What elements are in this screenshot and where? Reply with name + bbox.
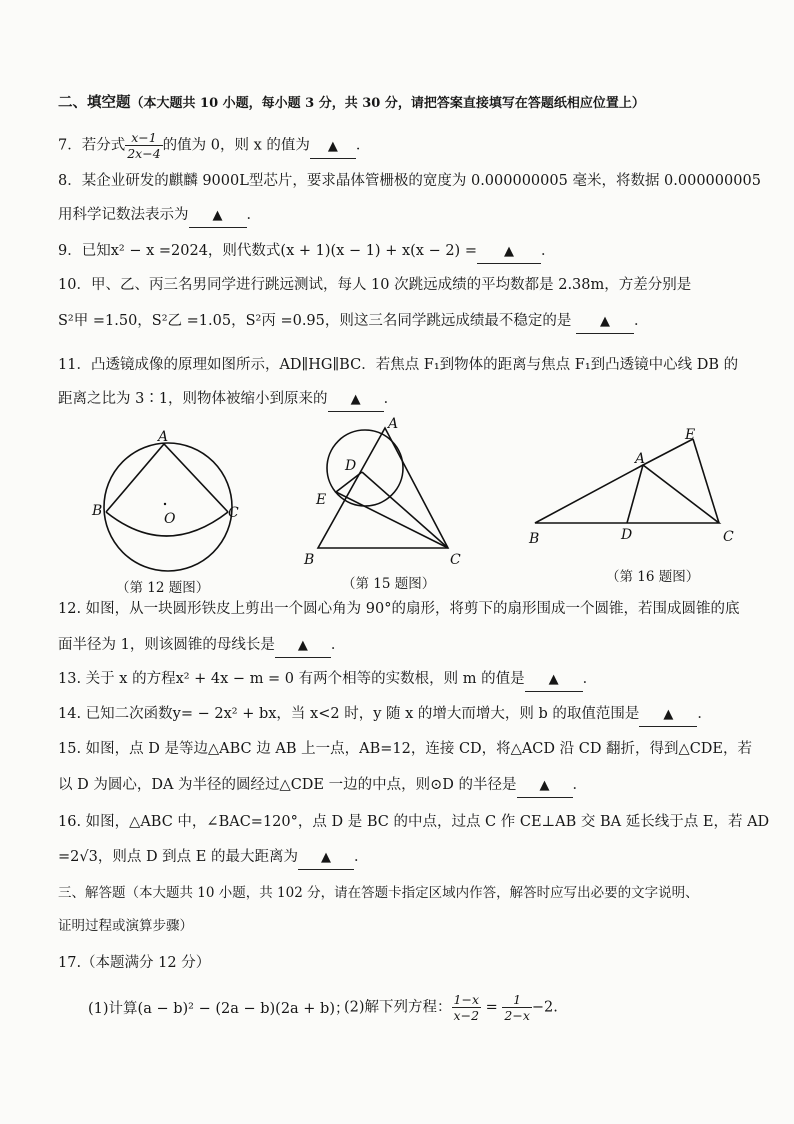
fig12-sector-sides: [106, 444, 228, 512]
question-14: 14. 已知二次函数y= − 2x² + bx，当 x<2 时，y 随 x 的增大而增大，则 b 的取值范围是 ▲ ．: [58, 703, 712, 727]
q8-line2-text: 用科学记数法表示为: [58, 207, 189, 223]
q10-variance-bing: S²丙 =0.95，: [245, 313, 340, 329]
q16-answer-blank[interactable]: [298, 846, 354, 870]
section-2-heading: [58, 92, 645, 115]
q8-answer-blank[interactable]: [189, 204, 247, 228]
fig15-label-c: C: [450, 552, 461, 568]
fig12-label-c: C: [228, 505, 239, 521]
q17-part2-pre: (2)解下列方程：: [344, 999, 452, 1016]
fig15-label-b: B: [304, 552, 315, 568]
answer-triangle-icon: ▲: [297, 638, 308, 653]
question-16-line1: 16. 如图，△ABC 中，∠BAC=120°，点 D 是 BC 的中点，过点 C 作 CE⊥AB 交 BA 延长线于点 E，若 AD: [58, 814, 770, 830]
answer-triangle-icon: ▲: [327, 138, 338, 154]
question-16-line2: =2√3，则点 D 到点 E 的最大距离为 ▲ ．: [58, 846, 369, 870]
section-2-note: （本大题共 10 小题，每小题 3 分，共 30 分，请把答案直接填写在答题纸相应位置上）: [130, 96, 645, 111]
section-3-line1: 三、解答题（本大题共 10 小题，共 102 分，请在答题卡指定区域内作答，解答时应写出必要的文字说明、: [58, 885, 699, 901]
figure-12-caption: （第 12 题图）: [116, 580, 210, 596]
question-12-line2: 面半径为 1，则该圆锥的母线长是 ▲ ．: [58, 634, 345, 658]
q15-line2-text: 以 D 为圆心，DA 为半径的圆经过△CDE 一边的中点，则⊙D 的半径是: [58, 777, 517, 793]
question-17-title: 17.（本题满分 12 分）: [58, 955, 211, 971]
q17-equals: =: [485, 999, 498, 1016]
answer-triangle-icon: ▲: [600, 314, 610, 329]
q7-denominator: 2x−4: [127, 146, 161, 161]
answer-triangle-icon: ▲: [663, 707, 674, 722]
q13-answer-blank[interactable]: [525, 668, 583, 692]
q17-lhs-denominator: x−2: [453, 1008, 480, 1023]
question-9: 9．已知x² − x =2024，则代数式(x + 1)(x − 1) + x(x − 2) = ▲ ．: [58, 240, 555, 264]
fig16-label-c: C: [723, 529, 734, 545]
fig16-label-b: B: [529, 531, 540, 547]
question-8-line2: 用科学记数法表示为 ▲ ．: [58, 204, 261, 228]
fig15-label-e: E: [316, 492, 327, 508]
figure-16: [525, 425, 745, 554]
question-10-line1: 10．甲、乙、丙三名男同学进行跳远测试，每人 10 次跳远成绩的平均数都是 2.38m，方差分别是: [58, 277, 692, 293]
figure-12: [86, 425, 256, 579]
answer-triangle-icon: ▲: [539, 778, 550, 793]
q12-answer-blank[interactable]: [275, 634, 331, 658]
q16-line2-text: =2√3，则点 D 到点 E 的最大距离为: [58, 849, 298, 865]
figure-15: [300, 412, 480, 576]
question-13: 13. 关于 x 的方程x² + 4x − m = 0 有两个相等的实数根，则 m 的值是 ▲ ．: [58, 668, 597, 692]
question-8-line1: 8．某企业研发的麒麟 9000L型芯片，要求晶体管栅极的宽度为 0.000000005 毫米，将数据 0.000000005: [58, 173, 761, 189]
section-2-title: 二、填空题: [58, 94, 131, 111]
fig16-segment-ad: [627, 465, 643, 523]
fig12-label-b: B: [92, 503, 103, 519]
question-15-line1: 15. 如图，点 D 是等边△ABC 边 AB 上一点，AB=12，连接 CD，将△ACD 沿 CD 翻折，得到△CDE，若: [58, 741, 753, 757]
answer-triangle-icon: ▲: [212, 208, 223, 223]
figure-15-caption: （第 15 题图）: [342, 576, 436, 592]
q9-text: 9．已知x² − x =2024，则代数式(x + 1)(x − 1) + x(x − 2) =: [58, 243, 477, 259]
answer-triangle-icon: ▲: [548, 672, 559, 687]
q11-answer-blank[interactable]: [328, 388, 384, 412]
q17-rhs-fraction: [502, 992, 531, 1023]
section-3-line2: 证明过程或演算步骤）: [58, 918, 193, 934]
fig16-label-d: D: [621, 527, 633, 543]
q17-lhs-numerator: 1−x: [453, 992, 480, 1007]
answer-triangle-icon: ▲: [350, 392, 361, 407]
q10-variance-yi: S²乙 =1.05，: [151, 313, 246, 329]
q9-answer-blank[interactable]: [477, 240, 541, 264]
q7-fraction: [125, 130, 162, 161]
answer-triangle-icon: ▲: [321, 850, 331, 865]
fig16-label-a: A: [635, 451, 646, 467]
q7-post: 的值为 0，则 x 的值为: [162, 137, 310, 154]
fig12-center-dot: [164, 503, 166, 505]
figure-16-caption: （第 16 题图）: [606, 569, 700, 585]
q14-text: 14. 已知二次函数y= − 2x² + bx，当 x<2 时，y 随 x 的增大而增大，则 b 的取值范围是: [58, 706, 640, 722]
fig16-label-e: E: [685, 427, 696, 443]
q10-answer-blank[interactable]: [576, 310, 634, 334]
q7-pre: 7．若分式: [58, 137, 126, 154]
q17-lhs-fraction: [452, 992, 481, 1023]
answer-triangle-icon: ▲: [503, 244, 514, 259]
fig15-label-d: D: [345, 458, 357, 474]
question-17-part2: [344, 992, 558, 1023]
question-7: 7．若分式 $\frac{x-1}{2x-4}$ 的值为 0，则 x 的值为 ▲ ．: [58, 130, 371, 161]
q7-answer-blank[interactable]: [310, 135, 356, 159]
fig15-segment-cd: [362, 472, 448, 548]
question-15-line2: 以 D 为圆心，DA 为半径的圆经过△CDE 一边的中点，则⊙D 的半径是 ▲ ．: [58, 774, 587, 798]
fig16-triangle-abc: [535, 465, 719, 523]
q10-line2-post: 则这三名同学跳远成绩最不稳定的是: [339, 313, 572, 329]
q12-line2-text: 面半径为 1，则该圆锥的母线长是: [58, 637, 275, 653]
fig12-label-a: A: [158, 429, 169, 445]
q17-rhs-post: −2.: [531, 999, 558, 1016]
q15-answer-blank[interactable]: [517, 774, 573, 798]
fig15-label-a: A: [388, 416, 399, 432]
q10-variance-jia: S²甲 =1.50，: [58, 313, 152, 329]
figure-16-diagram: [525, 425, 745, 550]
q14-answer-blank[interactable]: [639, 703, 697, 727]
question-11-line2: 距离之比为 3∶1，则物体被缩小到原来的 ▲ ．: [58, 388, 398, 412]
q7-numerator: x−1: [125, 130, 162, 146]
fig12-label-o: O: [164, 511, 176, 527]
fig16-segment-ce: [693, 439, 719, 523]
figure-12-diagram: [86, 425, 256, 575]
fig12-circle: [104, 443, 232, 571]
q17-rhs-numerator: 1: [502, 992, 531, 1008]
q17-rhs-denominator: 2−x: [504, 1008, 530, 1023]
question-12-line1: 12. 如图，从一块圆形铁皮上剪出一个圆心角为 90°的扇形，将剪下的扇形围成一个圆锥，若围成圆锥的底: [58, 601, 740, 617]
q11-line2-text: 距离之比为 3∶1，则物体被缩小到原来的: [58, 391, 328, 407]
fig15-triangle-cde: [336, 472, 448, 548]
figure-15-diagram: [300, 412, 480, 572]
question-11-line1: 11．凸透镜成像的原理如图所示，AD∥HG∥BC．若焦点 F₁到物体的距离与焦点 F₁到凸透镜中心线 DB 的: [58, 357, 739, 373]
question-17-part1: (1)计算(a − b)² − (2a − b)(2a + b)；: [88, 1001, 350, 1017]
question-10-line2: S²甲 =1.50，S²乙 =1.05，S²丙 =0.95，则这三名同学跳远成绩最不稳定的是 ▲ ．: [58, 310, 649, 334]
q13-text: 13. 关于 x 的方程x² + 4x − m = 0 有两个相等的实数根，则 m 的值是: [58, 671, 525, 687]
